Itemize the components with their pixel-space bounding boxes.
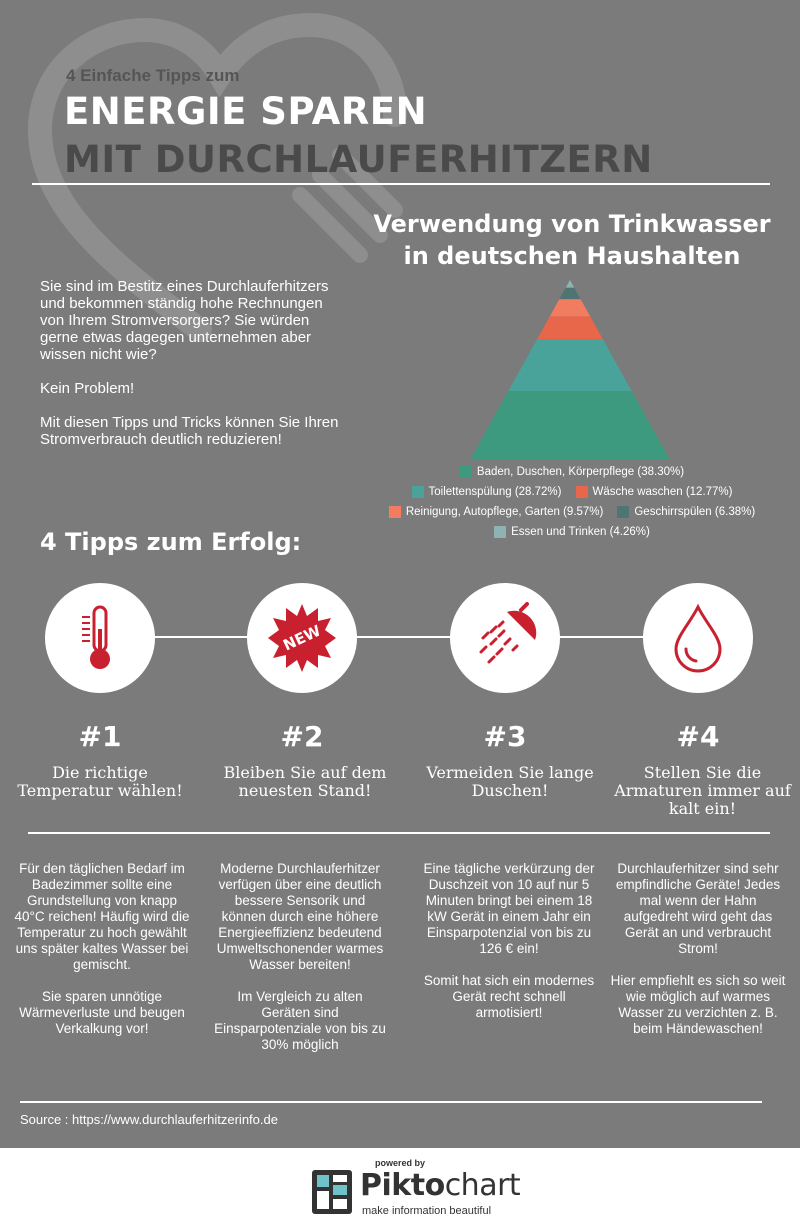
pyramid-segment-laundry	[537, 316, 603, 339]
tips-connector-line	[100, 636, 710, 638]
pyramid-segment-toilet	[508, 339, 631, 391]
tips-heading: 4 Tipps zum Erfolg:	[40, 528, 302, 556]
new-badge-text: NEW	[280, 621, 324, 655]
tip-2-title: Bleiben Sie auf dem neuesten Stand!	[223, 763, 387, 800]
tip-body-paragraph: Für den täglichen Bedarf im Badezimmer sollte eine Grundstellung von knapp 40°C reichen! Häufig wird die Temperatur zu hoch gewählt uns später kaltes Wasser bei gemischt.	[14, 861, 190, 972]
water-usage-pyramid-chart	[470, 280, 670, 460]
legend-swatch	[494, 526, 506, 538]
legend-swatch	[460, 466, 472, 478]
piktochart-brand[interactable]	[360, 1168, 520, 1203]
tip-4-title: Stellen Sie die Armaturen immer auf kalt ein!	[614, 763, 791, 818]
page-title-line2: MIT DURCHLAUFERHITZERN	[64, 138, 653, 181]
legend-row	[374, 486, 770, 498]
tip-4-body	[610, 861, 786, 1053]
intro-paragraph: Kein Problem!	[40, 380, 135, 397]
brand-bold: Pikto	[360, 1168, 445, 1203]
brand-light: chart	[444, 1168, 521, 1203]
header-kicker: 4 Einfache Tipps zum	[66, 66, 240, 85]
tip-3-title: Vermeiden Sie lange Duschen!	[426, 763, 594, 800]
pyramid-segment-food	[566, 280, 575, 288]
tip-4-number: #4	[676, 720, 720, 753]
chart-title-line2: in deutschen Haushalten	[403, 242, 741, 270]
water-drop-icon	[670, 603, 726, 673]
tip-body-paragraph: Eine tägliche verkürzung der Duschzeit von 10 auf nur 5 Minuten bringt bei einem 18 kW Gerät in einem Jahr ein Einsparpotenzial von bis zu 126 € ein!	[423, 861, 595, 956]
legend-swatch	[617, 506, 629, 518]
chart-title-line1: Verwendung von Trinkwasser	[373, 210, 771, 238]
tip-body-paragraph: Moderne Durchlauferhitzer verfügen über eine deutlich bessere Sensorik und können durch eine höhere Energieeffizienz bedeutend Umweltschonender warmes Wasser bereiten!	[216, 861, 384, 972]
legend-label: Wäsche waschen (12.77%)	[592, 486, 733, 498]
thermometer-icon	[70, 603, 130, 673]
legend-swatch	[576, 486, 588, 498]
powered-by-label: powered by	[374, 1158, 425, 1168]
chart-title	[350, 208, 794, 272]
legend-item	[412, 486, 562, 498]
tip-body-paragraph: Somit hat sich ein modernes Gerät recht schnell armotisiert!	[423, 973, 595, 1020]
intro-paragraph: Mit diesen Tipps und Tricks können Sie Ihren Stromverbrauch deutlich reduzieren!	[40, 414, 339, 448]
legend-label: Essen und Trinken (4.26%)	[511, 526, 650, 538]
legend-swatch	[389, 506, 401, 518]
tip-3-body	[421, 861, 597, 1037]
tip-3-icon-circle	[450, 583, 560, 693]
pyramid-segment-dishes	[559, 288, 580, 299]
page-title-line1: ENERGIE SPAREN	[64, 90, 428, 133]
tip-body-paragraph: Durchlauferhitzer sind sehr empfindliche Geräte! Jedes mal wenn der Hahn aufgedreht wird geht das Gerät an und verbraucht Strom!	[615, 861, 781, 956]
pyramid-segment-cleaning	[550, 299, 590, 316]
tip-2-body	[212, 861, 388, 1069]
tip-body-paragraph: Hier empfiehlt es sich so weit wie möglich auf warmes Wasser zu verzichten z. B. beim Händewaschen!	[610, 973, 786, 1036]
legend-label: Reinigung, Autopflege, Garten (9.57%)	[405, 506, 604, 518]
tips-divider	[28, 832, 770, 834]
legend-row	[374, 526, 770, 538]
new-badge-icon	[266, 602, 338, 674]
brand-tagline: make information beautiful	[362, 1205, 492, 1217]
chart-legend	[374, 466, 770, 546]
legend-row	[374, 466, 770, 478]
legend-label: Geschirrspülen (6.38%)	[634, 506, 756, 518]
tip-1-number: #1	[78, 720, 122, 753]
legend-item	[494, 526, 650, 538]
legend-row	[374, 506, 770, 518]
tip-1-icon-circle	[45, 583, 155, 693]
tip-2-number: #2	[280, 720, 324, 753]
tip-4-icon-circle	[643, 583, 753, 693]
source-divider	[20, 1101, 762, 1103]
legend-item	[460, 466, 684, 478]
legend-label: Toilettenspülung (28.72%)	[428, 486, 562, 498]
tip-body-paragraph: Im Vergleich zu alten Geräten sind Einsparpotenziale von bis zu 30% möglich	[214, 989, 386, 1052]
tip-body-paragraph: Sie sparen unnötige Wärmeverluste und beugen Verkalkung vor!	[19, 989, 185, 1036]
pyramid-segment-bathing	[470, 391, 670, 460]
tip-1-title: Die richtige Temperatur wählen!	[17, 763, 183, 800]
tip-1-body	[14, 861, 190, 1053]
tip-2-icon-circle	[247, 583, 357, 693]
legend-item	[389, 506, 604, 518]
legend-swatch	[412, 486, 424, 498]
shower-icon	[469, 602, 541, 674]
legend-item	[576, 486, 733, 498]
intro-paragraph: Sie sind im Bestitz eines Durchlauferhitzers und bekommen ständig hohe Rechnungen von Ihrem Stromversorgers? Sie würden gerne etwas dagegen unternehmen aber wissen nicht wie?	[40, 278, 329, 363]
legend-label: Baden, Duschen, Körperpflege (38.30%)	[476, 466, 685, 478]
intro-text	[40, 278, 340, 465]
piktochart-logo-icon[interactable]	[312, 1170, 352, 1214]
legend-item	[617, 506, 755, 518]
header-divider	[32, 183, 770, 185]
source-link[interactable]: Source : https://www.durchlauferhitzerinfo.de	[20, 1112, 278, 1127]
tip-3-number: #3	[483, 720, 527, 753]
